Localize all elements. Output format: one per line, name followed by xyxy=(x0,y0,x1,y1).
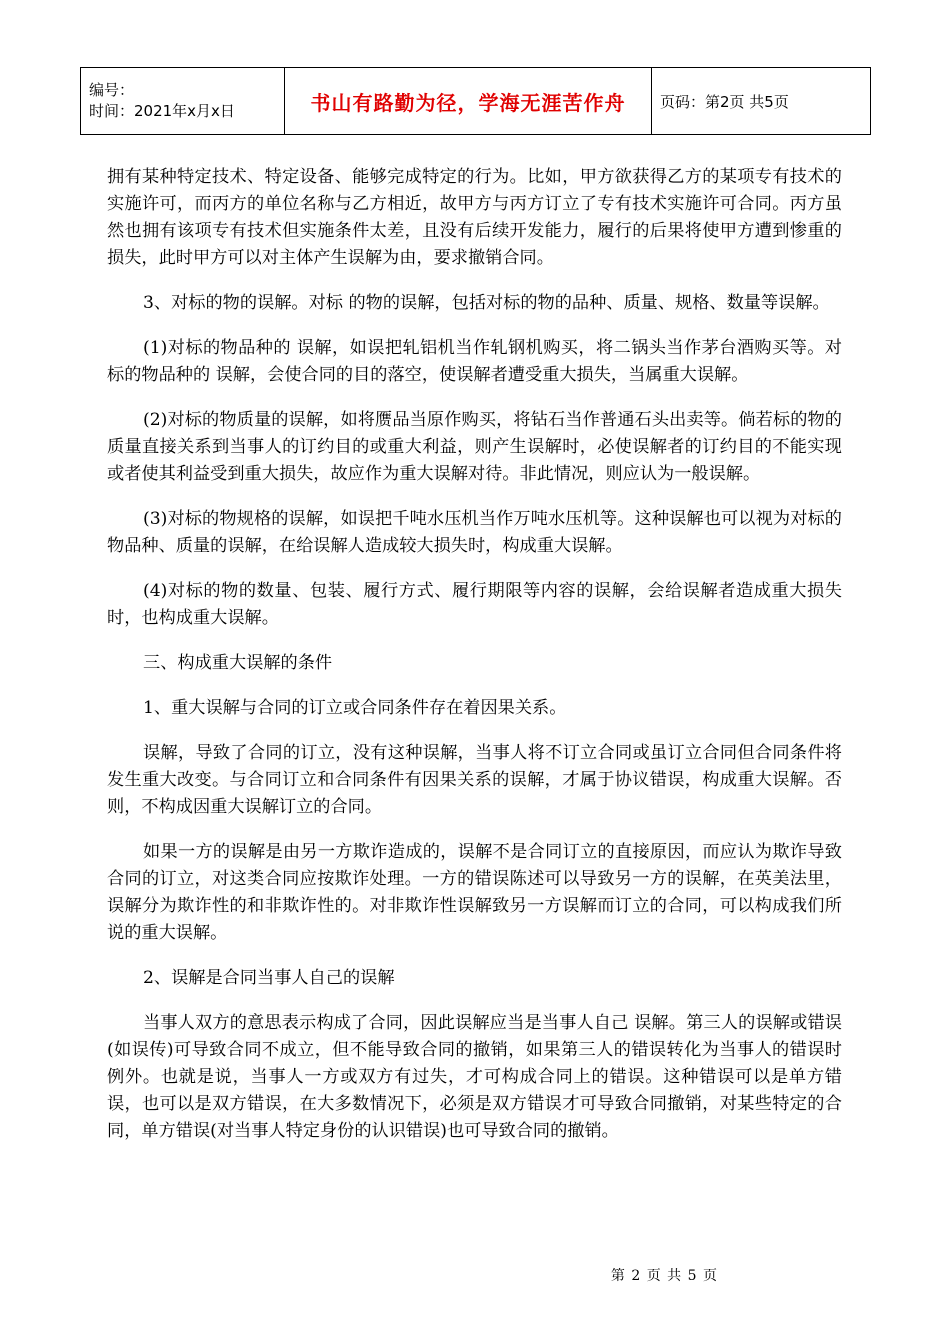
paragraph: 误解，导致了合同的订立，没有这种误解，当事人将不订立合同或虽订立合同但合同条件将发生重大改变。与合同订立和合同条件有因果关系的误解，才属于协议错误，构成重大误解。否则，不构成因重大误解订立的合同。 xyxy=(107,743,842,817)
paragraph: (4)对标的物的数量、包装、履行方式、履行期限等内容的误解，会给误解者造成重大损失时，也构成重大误解。 xyxy=(107,581,842,628)
page-header xyxy=(80,67,871,135)
paragraph: (3)对标的物规格的误解，如误把千吨水压机当作万吨水压机等。这种误解也可以视为对标的物品种、质量的误解，在给误解人造成较大损失时，构成重大误解。 xyxy=(107,509,842,556)
paragraph: 如果一方的误解是由另一方欺诈造成的，误解不是合同订立的直接原因，而应认为欺诈导致 合同的订立，对这类合同应按欺诈处理。一方的错误陈述可以导致另一方的误解，在英美法里，误解分为欺诈性的和非欺诈性的。对非欺诈性误解致另一方误解而订立的合同，可以构成我们所说的重大误解。 xyxy=(107,842,842,943)
header-page-label: 页码：第2页 共5页 xyxy=(652,68,871,135)
document-time-label: 时间：2021年x月x日 xyxy=(89,102,235,120)
header-meta xyxy=(81,68,285,135)
document-code-label: 编号： xyxy=(89,81,135,99)
paragraph: (1)对标的物品种的 误解，如误把轧铝机当作轧钢机购买，将二锅头当作茅台酒购买等。对标的物品种的 误解，会使合同的目的落空，使误解者遭受重大损失，当属重大误解。 xyxy=(107,338,842,385)
paragraph: 3、对标的物的误解。对标 的物的误解，包括对标的物的品种、质量、规格、数量等误解。 xyxy=(143,293,830,313)
paragraph: (2)对标的物质量的误解，如将赝品当原作购买，将钻石当作普通石头出卖等。倘若标的物的质量直接关系到当事人的订约目的或重大利益，则产生误解时，必使误解者的订约目的不能实现或者使其利益受到重大损失，故应作为重大误解对待。非此情况，则应认为一般误解。 xyxy=(107,410,842,484)
subsection-heading: 2、误解是合同当事人自己的误解 xyxy=(143,968,395,988)
paragraph: 当事人双方的意思表示构成了合同，因此误解应当是当事人自己 误解。第三人的误解或错误(如误传)可导致合同不成立，但不能导致合同的撤销，如果第三人的错误转化为当事人的错误时例外。也就是说，当事人一方或双方有过失，才可构成合同上的错误。这种错误可以是单方错误，也可以是双方错误，在大多数情况下，必须是双方错误才可导致合同撤销，对某些特定的合同，单方错误(对当事人特定身份的认识错误)也可导致合同的撤销。 xyxy=(107,1013,842,1141)
section-heading: 三、构成重大误解的条件 xyxy=(143,653,333,673)
paragraph: 拥有某种特定技术、特定设备、能够完成特定的行为。比如，甲方欲获得乙方的某项专有技术的实施许可，而丙方的单位名称与乙方相近，故甲方与丙方订立了专有技术实施许可合同。丙方虽然也拥有该项专有技术但实施条件太差，且没有后续开发能力，履行的后果将使甲方遭到惨重的损失，此时甲方可以对主体产生误解为由，要求撤销合同。 xyxy=(107,167,842,268)
header-motto: 书山有路勤为径，学海无涯苦作舟 xyxy=(285,68,652,135)
page-footer: 第 2 页 共 5 页 xyxy=(610,1268,718,1284)
document-body xyxy=(107,164,842,1163)
subsection-heading: 1、重大误解与合同的订立或合同条件存在着因果关系。 xyxy=(143,698,567,718)
